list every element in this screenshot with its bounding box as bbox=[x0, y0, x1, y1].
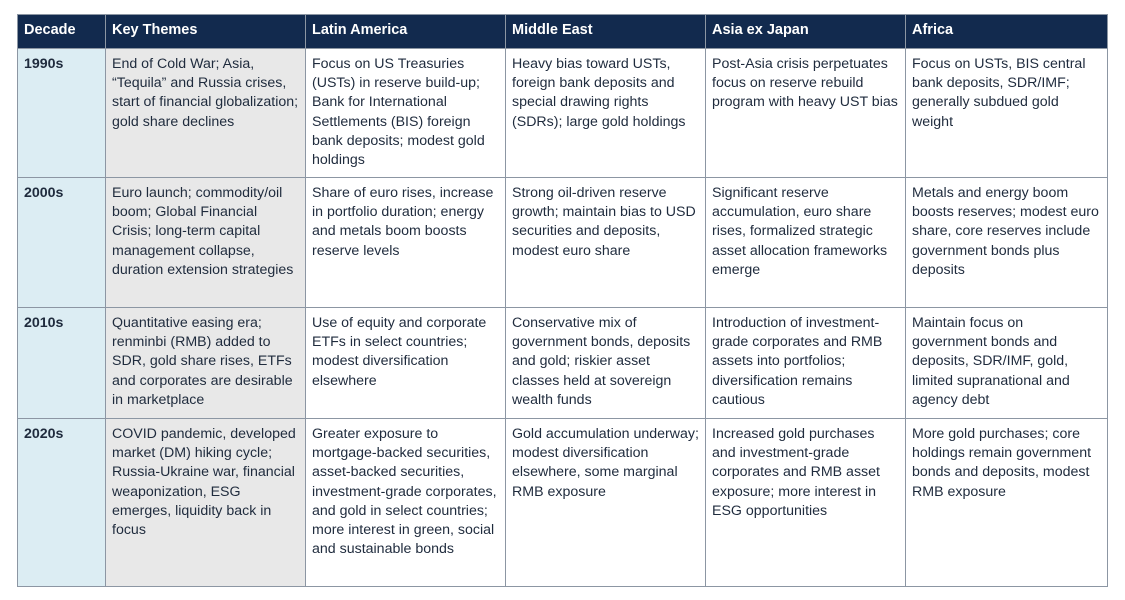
key-themes-cell: COVID pandemic, developed market (DM) hiking cycle; Russia-Ukraine war, financial weaponization, ESG emerges, liquidity back in focus bbox=[106, 419, 306, 587]
key-themes-cell: Euro launch; commodity/oil boom; Global Financial Crisis; long-term capital management collapse, duration extension strategies bbox=[106, 178, 306, 308]
asia-ex-japan-cell: Increased gold purchases and investment-grade corporates and RMB asset exposure; more interest in ESG opportunities bbox=[706, 419, 906, 587]
middle-east-cell: Conservative mix of government bonds, deposits and gold; riskier asset classes held at sovereign wealth funds bbox=[506, 308, 706, 419]
latin-america-cell: Focus on US Treasuries (USTs) in reserve build-up; Bank for International Settlements (BIS) foreign bank deposits; modest gold holdings bbox=[306, 49, 506, 178]
decade-cell: 2020s bbox=[18, 419, 106, 587]
asia-ex-japan-cell: Introduction of investment-grade corporates and RMB assets into portfolios; diversification remains cautious bbox=[706, 308, 906, 419]
table-row bbox=[18, 178, 1108, 308]
header-middle-east: Middle East bbox=[506, 15, 706, 49]
latin-america-cell: Use of equity and corporate ETFs in select countries; modest diversification elsewhere bbox=[306, 308, 506, 419]
africa-cell: Maintain focus on government bonds and deposits, SDR/IMF, gold, limited supranational and agency debt bbox=[906, 308, 1108, 419]
africa-cell: Focus on USTs, BIS central bank deposits, SDR/IMF; generally subdued gold weight bbox=[906, 49, 1108, 178]
middle-east-cell: Gold accumulation underway; modest diversification elsewhere, some marginal RMB exposure bbox=[506, 419, 706, 587]
table-row bbox=[18, 419, 1108, 587]
table-row bbox=[18, 308, 1108, 419]
header-row bbox=[18, 15, 1108, 49]
key-themes-cell: Quantitative easing era; renminbi (RMB) added to SDR, gold share rises, ETFs and corporates are desirable in marketplace bbox=[106, 308, 306, 419]
reserve-strategy-table bbox=[17, 14, 1108, 587]
header-asia-ex-japan: Asia ex Japan bbox=[706, 15, 906, 49]
asia-ex-japan-cell: Post-Asia crisis perpetuates focus on reserve rebuild program with heavy UST bias bbox=[706, 49, 906, 178]
africa-cell: More gold purchases; core holdings remain government bonds and deposits, modest RMB exposure bbox=[906, 419, 1108, 587]
africa-cell: Metals and energy boom boosts reserves; modest euro share, core reserves include government bonds plus deposits bbox=[906, 178, 1108, 308]
latin-america-cell: Share of euro rises, increase in portfolio duration; energy and metals boom boosts reserve levels bbox=[306, 178, 506, 308]
asia-ex-japan-cell: Significant reserve accumulation, euro share rises, formalized strategic asset allocation frameworks emerge bbox=[706, 178, 906, 308]
table-row bbox=[18, 49, 1108, 178]
header-latin-america: Latin America bbox=[306, 15, 506, 49]
reserve-strategy-table-container bbox=[17, 14, 1107, 587]
decade-cell: 2000s bbox=[18, 178, 106, 308]
decade-cell: 1990s bbox=[18, 49, 106, 178]
header-key-themes: Key Themes bbox=[106, 15, 306, 49]
header-decade: Decade bbox=[18, 15, 106, 49]
middle-east-cell: Heavy bias toward USTs, foreign bank deposits and special drawing rights (SDRs); large gold holdings bbox=[506, 49, 706, 178]
middle-east-cell: Strong oil-driven reserve growth; maintain bias to USD securities and deposits, modest euro share bbox=[506, 178, 706, 308]
decade-cell: 2010s bbox=[18, 308, 106, 419]
key-themes-cell: End of Cold War; Asia, “Tequila” and Russia crises, start of financial globalization; gold share declines bbox=[106, 49, 306, 178]
header-africa: Africa bbox=[906, 15, 1108, 49]
latin-america-cell: Greater exposure to mortgage-backed securities, asset-backed securities, investment-grade corporates, and gold in select countries; more interest in green, social and sustainable bonds bbox=[306, 419, 506, 587]
